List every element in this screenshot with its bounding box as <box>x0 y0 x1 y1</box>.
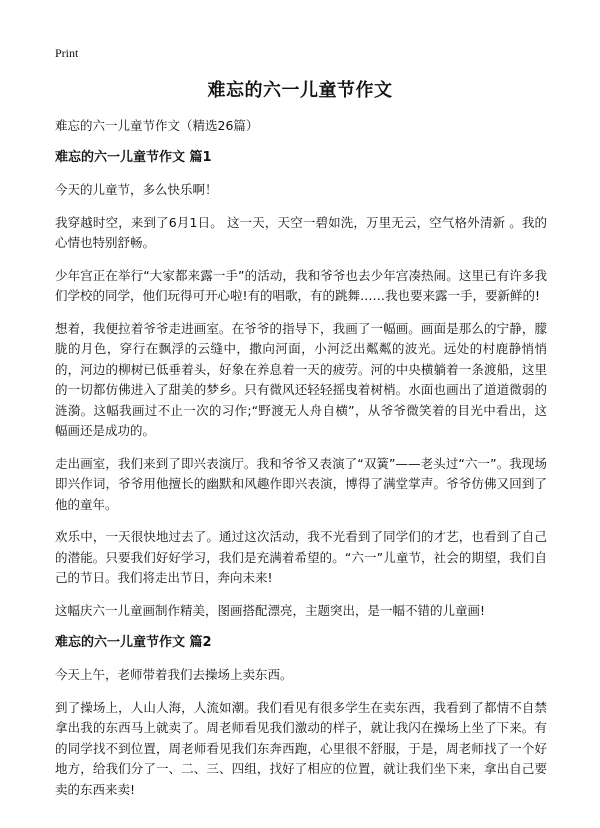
section-heading: 难忘的六一儿童节作文 篇1 <box>55 150 212 165</box>
article-subtitle: 难忘的六一儿童节作文（精选26篇） <box>55 118 259 133</box>
article-body <box>55 116 547 812</box>
paragraph: 今天的儿童节，多么快乐啊！ <box>55 182 218 197</box>
page-title: 难忘的六一儿童节作文 <box>207 80 393 101</box>
paragraph: 欢乐中，一天很快地过去了。通过这次活动，我不光看到了同学们的才艺，也看到了自己的潜能。只要我们好好学习，我们是充满着希望的。“六一”儿童节，社会的期望，我们自己的节日。我们将走出节日，奔向未来! <box>55 529 547 585</box>
section-2 <box>55 633 547 800</box>
paragraph: 走出画室，我们来到了即兴表演厅。我和爷爷又表演了“双簧”——老头过“六一”。我现场即兴作词，爷爷用他擅长的幽默和风趣作即兴表演，博得了满堂掌声。爷爷仿佛又回到了他的童年。 <box>55 455 547 512</box>
paragraph: 到了操场上，人山人海，人流如潮。我们看见有很多学生在卖东西，我看到了都情不自禁拿出我的东西马上就卖了。周老师看见我们激动的样子，就让我闪在操场上坐了下来。有的同学找不到位置，周老师看见我们东奔西跑，心里很不舒服，于是，周老师找了一个好地方，给我们分了一、二、三、四组，找好了相应的位置，就让我们坐下来，拿出自己要卖的东西来卖! <box>55 699 547 797</box>
paragraph: 今天上午，老师带着我们去操场上卖东西。 <box>55 667 293 682</box>
paragraph: 少年宫正在举行“大家都来露一手”的活动，我和爷爷也去少年宫凑热闹。这里已有许多我们学校的同学，他们玩得可开心啦!有的唱歌，有的跳舞……我也要来露一手，要新鲜的! <box>55 267 547 303</box>
paragraph: 想着，我便拉着爷爷走进画室。在爷爷的指导下，我画了一幅画。画面是那么的宁静，朦胧的月色，穿行在飘浮的云缝中，撒向河面，小河泛出粼粼的波光。远处的村鹿静悄悄的，河边的柳树已低垂着头，好象在养息着一天的疲劳。河的中央横躺着一条渡船，这里的一切都仿佛进入了甜美的梦乡。只有微风还轻轻摇曳着树梢。水面也画出了道道微弱的涟漪。这幅我画过不止一次的习作;“野渡无人舟自横”，从爷爷微笑着的目光中看出，这幅画还是成功的。 <box>55 320 547 438</box>
paragraph: 我穿越时空，来到了6月1日。 这一天，天空一碧如洗，万里无云，空气格外清新 。我的心情也特别舒畅。 <box>55 214 547 250</box>
print-link[interactable]: Print <box>55 46 79 60</box>
paragraph: 这幅庆六一儿童画制作精美，图画搭配漂亮，主题突出，是一幅不错的儿童画! <box>55 602 486 618</box>
section-heading: 难忘的六一儿童节作文 篇2 <box>55 635 212 650</box>
section-1 <box>55 148 547 621</box>
